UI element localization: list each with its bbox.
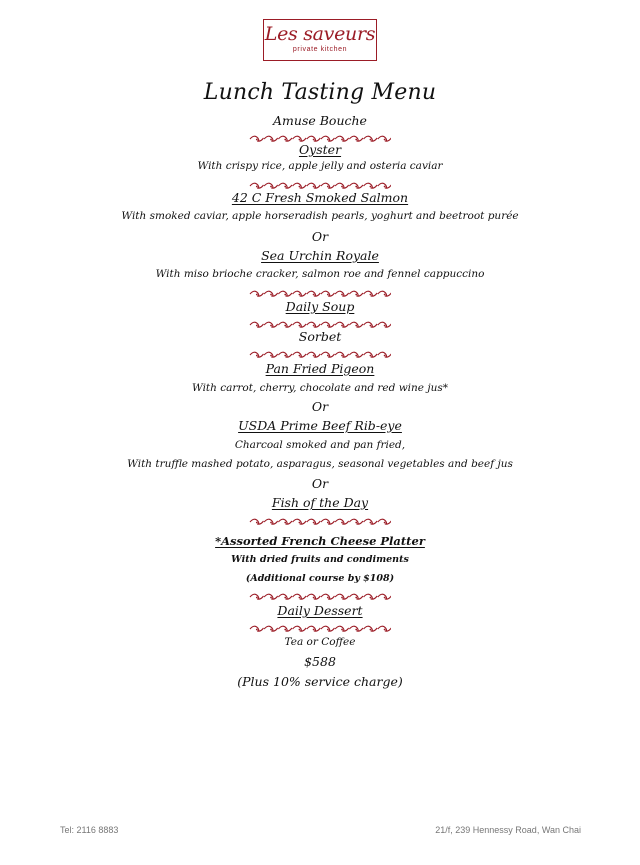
dish-smoked-salmon-desc: With smoked caviar, apple horseradish pearls, yoghurt and beetroot purée (121, 210, 519, 222)
swirl-ornament-icon (249, 350, 391, 358)
ornament-divider (249, 181, 391, 189)
ornament-divider (249, 350, 391, 358)
ornament-divider (249, 592, 391, 600)
dish-daily-soup: Daily Soup (285, 299, 355, 314)
sorbet: Sorbet (298, 329, 342, 344)
ornament-divider (249, 517, 391, 525)
menu-title: Lunch Tasting Menu (203, 80, 437, 105)
footer-address: 21/f, 239 Hennessy Road, Wan Chai (435, 825, 581, 835)
dish-smoked-salmon: 42 C Fresh Smoked Salmon (231, 190, 409, 205)
dish-fish-of-the-day: Fish of the Day (271, 495, 369, 510)
ornament-divider (249, 320, 391, 328)
swirl-ornament-icon (249, 181, 391, 189)
dish-daily-dessert: Daily Dessert (277, 603, 363, 618)
footer-phone: Tel: 2116 8883 (60, 825, 119, 835)
or-separator: Or (311, 476, 329, 491)
dish-cheese-note: (Additional course by $108) (245, 573, 395, 584)
dish-cheese-platter: *Assorted French Cheese Platter (215, 534, 425, 548)
menu-price: $588 (304, 654, 336, 669)
drinks: Tea or Coffee (284, 636, 356, 648)
swirl-ornament-icon (249, 134, 391, 142)
logo-name: Les saveurs (264, 23, 376, 45)
swirl-ornament-icon (249, 289, 391, 297)
or-separator: Or (311, 399, 329, 414)
dish-sea-urchin: Sea Urchin Royale (261, 248, 379, 263)
ornament-divider (249, 289, 391, 297)
amuse-bouche: Amuse Bouche (273, 113, 367, 128)
dish-pigeon: Pan Fried Pigeon (265, 361, 375, 376)
swirl-ornament-icon (249, 592, 391, 600)
dish-beef-desc-1: Charcoal smoked and pan fried, (234, 439, 406, 451)
dish-beef-rib-eye: USDA Prime Beef Rib-eye (238, 418, 402, 433)
service-charge: (Plus 10% service charge) (237, 674, 403, 689)
swirl-ornament-icon (249, 624, 391, 632)
dish-pigeon-desc: With carrot, cherry, chocolate and red wine jus* (191, 382, 449, 394)
dish-oyster: Oyster (298, 142, 342, 157)
swirl-ornament-icon (249, 517, 391, 525)
restaurant-logo (263, 19, 377, 61)
dish-oyster-desc: With crispy rice, apple jelly and osteria caviar (197, 160, 443, 172)
dish-sea-urchin-desc: With miso brioche cracker, salmon roe and fennel cappuccino (155, 268, 485, 280)
swirl-ornament-icon (249, 320, 391, 328)
ornament-divider (249, 624, 391, 632)
logo-subtitle: private kitchen (292, 46, 348, 53)
ornament-divider (249, 134, 391, 142)
dish-cheese-desc: With dried fruits and condiments (231, 554, 409, 565)
or-separator: Or (311, 229, 329, 244)
dish-beef-desc-2: With truffle mashed potato, asparagus, seasonal vegetables and beef jus (127, 458, 513, 470)
